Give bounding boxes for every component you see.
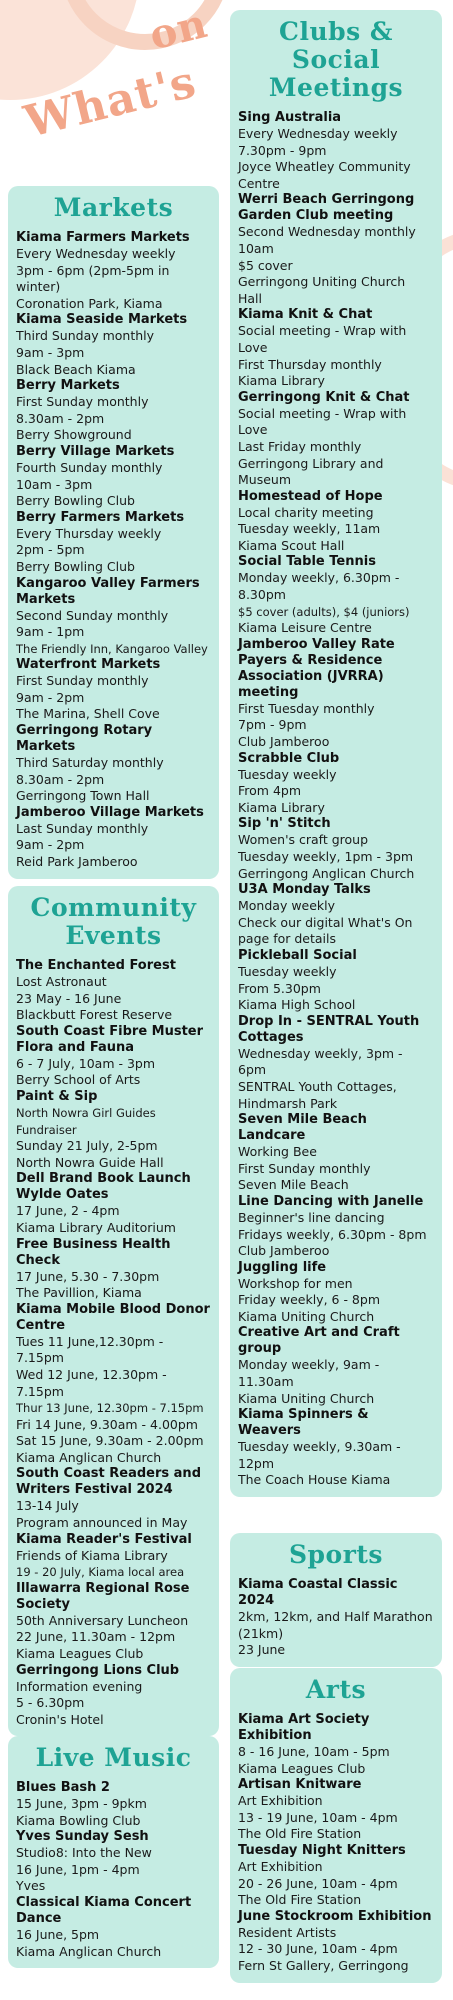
event-detail: Berry School of Arts (16, 1072, 141, 1088)
event-entry (16, 1089, 211, 1171)
event-entry (238, 1777, 434, 1843)
event-detail: Sat 15 June, 9.30am - 2.00pm (16, 1433, 204, 1449)
event-entry (16, 657, 211, 723)
event-detail: Sunday 21 July, 2-5pm (16, 1138, 158, 1154)
event-title: Free Business Health Check (16, 1236, 171, 1268)
event-title: June Stockroom Exhibition (238, 1908, 432, 1924)
event-title: Gerringong Rotary Markets (16, 723, 153, 755)
event-title: Kiama Reader's Festival (16, 1531, 192, 1547)
event-detail: Last Sunday monthly (16, 820, 149, 836)
event-entry (238, 1407, 434, 1489)
event-detail: Second Sunday monthly (16, 607, 169, 623)
event-detail: From 5.30pm (238, 980, 321, 996)
event-detail: 8.30am - 2pm (16, 410, 105, 426)
event-detail: Last Friday monthly (238, 438, 362, 454)
event-title: Kiama Art Society Exhibition (238, 1712, 370, 1743)
event-detail: 9am - 2pm (16, 689, 85, 705)
event-entry (16, 510, 211, 576)
event-detail: 9am - 3pm (16, 344, 85, 360)
event-entry (16, 1780, 211, 1829)
event-detail: $5 cover (238, 257, 293, 273)
event-detail: Berry Bowling Club (16, 558, 135, 574)
event-detail: Gerringong Uniting Church (238, 274, 406, 290)
event-detail: 16 June, 1pm - 4pm (16, 1861, 140, 1877)
event-detail: Lost Astronaut (16, 974, 107, 989)
event-title: Kiama Coastal Classic 2024 (238, 1577, 398, 1608)
event-detail: 2pm - 5pm (16, 542, 85, 558)
event-title: Seven Mile Beach Landcare (238, 1112, 367, 1144)
event-detail: Berry Bowling Club (16, 493, 135, 509)
event-entry (238, 1712, 434, 1777)
event-detail: The Old Fire Station (238, 1892, 362, 1908)
event-detail: Kiama Uniting Church (238, 1390, 375, 1406)
event-detail: 8 - 16 June, 10am - 5pm (238, 1744, 390, 1759)
event-title: South Coast Fibre Muster Flora and Fauna (16, 1023, 204, 1055)
event-entry (238, 1194, 434, 1260)
event-entry (238, 1260, 434, 1326)
event-detail: Social meeting - Wrap with (238, 405, 407, 421)
event-entry (16, 1895, 211, 1960)
arts-panel (230, 1668, 442, 1983)
event-title: The Enchanted Forest (16, 958, 176, 973)
event-detail: Every Wednesday weekly (238, 126, 398, 141)
event-title: Kiama Farmers Markets (16, 230, 190, 245)
event-detail: Information evening (16, 1678, 143, 1694)
event-detail: The Coach House Kiama (238, 1472, 391, 1488)
event-detail: Kiama Bowling Club (16, 1812, 141, 1828)
event-entry (16, 723, 211, 805)
event-detail: Kiama Anglican Church (16, 1449, 162, 1465)
event-detail: First Sunday monthly (16, 673, 149, 689)
event-detail: First Thursday monthly (238, 356, 382, 372)
event-detail: 23 May - 16 June (16, 990, 122, 1006)
event-detail: Kiama Uniting Church (238, 1308, 375, 1324)
entry-list (238, 110, 434, 1489)
event-detail: First Sunday monthly (238, 1160, 371, 1176)
event-detail: Check our digital What's On (238, 914, 413, 930)
event-entry (238, 192, 434, 307)
event-title: Creative Art and Craft group (238, 1325, 400, 1357)
event-detail: Berry Showground (16, 427, 132, 443)
event-title: Berry Village Markets (16, 443, 175, 459)
event-detail: First Sunday monthly (16, 394, 149, 410)
event-entry (238, 1909, 434, 1975)
event-entry (238, 882, 434, 948)
event-title: Kangaroo Valley Farmers Markets (16, 575, 200, 607)
event-detail: Resident Artists (238, 1924, 337, 1940)
event-detail: Wed 12 June, 12.30pm - 7.15pm (16, 1366, 167, 1399)
event-detail: Coronation Park, Kiama (16, 295, 163, 311)
event-entry (238, 751, 434, 817)
event-entry (16, 1663, 211, 1729)
event-title: Drop In - SENTRAL Youth Cottages (238, 1013, 420, 1045)
event-title: Line Dancing with Janelle (238, 1193, 424, 1209)
event-detail: Fern St Gallery, Gerringong (238, 1957, 409, 1973)
event-detail: (21km) (238, 1625, 284, 1641)
event-detail: 5 - 6.30pm (16, 1695, 85, 1711)
event-detail: Thur 13 June, 12.30pm - 7.15pm (16, 1401, 204, 1416)
event-detail: Yves (16, 1878, 46, 1894)
community-heading: Community Events (30, 893, 197, 950)
community-events-panel (8, 886, 219, 1736)
entry-list (16, 230, 211, 871)
event-detail: 12pm (238, 1455, 275, 1471)
event-detail: 20 - 26 June, 10am - 4pm (238, 1875, 398, 1891)
event-detail: 9am - 1pm (16, 624, 85, 640)
event-entry (238, 390, 434, 489)
entry-list (16, 958, 211, 1728)
event-detail: 7pm - 9pm (238, 717, 307, 733)
event-detail: Tuesday weekly, 11am (238, 521, 381, 537)
event-detail: 10am - 3pm (16, 476, 93, 492)
event-detail: Gerringong Library and (238, 455, 384, 471)
event-detail: 13 - 19 June, 10am - 4pm (238, 1809, 398, 1825)
markets-heading: Markets (53, 193, 174, 222)
event-detail: Centre (238, 175, 280, 191)
live-music-panel (8, 1736, 219, 1968)
event-entry (16, 1829, 211, 1895)
event-title: Gerringong Knit & Chat (238, 389, 410, 405)
event-title: Paint & Sip (16, 1088, 98, 1104)
event-detail: Love (238, 422, 268, 438)
entry-list (238, 1577, 434, 1659)
event-detail: Tuesday weekly, 1pm - 3pm (238, 849, 414, 864)
event-detail: 7.30pm - 9pm (238, 142, 327, 158)
event-detail: Art Exhibition (238, 1858, 323, 1874)
event-entry (16, 805, 211, 871)
event-detail: Second Wednesday monthly (238, 224, 416, 240)
event-title: Classical Kiama Concert Dance (16, 1894, 192, 1926)
event-detail: Seven Mile Beach (238, 1177, 349, 1193)
event-title: Jamberoo Valley Rate Payers & Residence Association (JVRRA) meeting (238, 636, 395, 700)
event-detail: Tuesday weekly (238, 766, 337, 782)
event-entry (16, 444, 211, 510)
event-entry (16, 958, 211, 1024)
event-detail: Fridays weekly, 6.30pm - 8pm (238, 1226, 427, 1242)
event-title: Kiama Mobile Blood Donor Centre (16, 1301, 210, 1333)
event-detail: Kiama Scout Hall (238, 537, 345, 553)
event-detail: 22 June, 11.30am - 12pm (16, 1629, 176, 1645)
logo-word-on: on (144, 0, 213, 60)
event-detail: 17 June, 5.30 - 7.30pm (16, 1268, 160, 1284)
event-detail: Tuesday weekly (238, 963, 337, 979)
event-entry (238, 1014, 434, 1112)
event-detail: Kiama Leagues Club (238, 1760, 366, 1776)
event-detail: 23 June (238, 1642, 286, 1658)
event-detail: Local charity meeting (238, 504, 374, 520)
event-detail: 3pm - 6pm (2pm-5pm in (16, 262, 170, 278)
event-detail: Club Jamberoo (238, 734, 330, 750)
event-detail: Women's craft group (238, 832, 369, 848)
event-detail: Black Beach Kiama (16, 361, 136, 377)
event-detail: Gerringong Town Hall (16, 788, 150, 804)
event-detail: 6pm (238, 1062, 267, 1078)
event-title: South Coast Readers and Writers Festival 2024 (16, 1466, 201, 1498)
markets-panel (8, 186, 219, 879)
event-entry (16, 1581, 211, 1663)
event-detail: North Nowra Guide Hall (16, 1154, 164, 1170)
event-entry (16, 1171, 211, 1236)
event-detail: 12 - 30 June, 10am - 4pm (238, 1941, 398, 1957)
event-entry (16, 1302, 211, 1467)
event-title: Blues Bash 2 (16, 1780, 110, 1795)
event-detail: 13-14 July (16, 1498, 79, 1514)
event-detail: Kiama Leagues Club (16, 1646, 144, 1662)
event-entry (16, 230, 211, 312)
event-detail: 16 June, 5pm (16, 1926, 100, 1942)
event-title: Scrabble Club (238, 750, 340, 766)
event-detail: The Marina, Shell Cove (16, 706, 160, 722)
event-detail: Kiama Library (238, 373, 325, 389)
event-detail: Monday weekly, 6.30pm - (238, 570, 400, 586)
event-entry (238, 1112, 434, 1194)
event-title: Artisan Knitware (238, 1777, 362, 1793)
event-detail: Kiama Leisure Centre (238, 620, 372, 636)
event-title: Gerringong Lions Club (16, 1662, 180, 1678)
event-detail: Art Exhibition (238, 1793, 323, 1809)
event-detail: Fri 14 June, 9.30am - 4.00pm (16, 1416, 198, 1432)
event-detail: 17 June, 2 - 4pm (16, 1203, 120, 1219)
event-detail: Reid Park Jamberoo (16, 854, 138, 870)
event-entry (238, 110, 434, 192)
event-entry (16, 576, 211, 658)
event-title: Werri Beach Gerringong Garden Club meeting (238, 192, 415, 224)
event-title: Berry Markets (16, 378, 120, 394)
event-detail: Kiama High School (238, 997, 356, 1013)
event-detail: Love (238, 339, 268, 355)
event-entry (238, 816, 434, 882)
event-title: Tuesday Night Knitters (238, 1842, 406, 1858)
event-entry (238, 948, 434, 1014)
event-detail: 8.30am - 2pm (16, 771, 105, 787)
event-title: Pickleball Social (238, 947, 357, 963)
event-detail: $5 cover (adults), $4 (juniors) (238, 604, 410, 619)
event-detail: The Pavillion, Kiama (16, 1285, 142, 1301)
live-music-heading: Live Music (35, 1743, 192, 1772)
event-detail: winter) (16, 279, 61, 295)
event-detail: North Nowra Girl Guides Fundraiser (16, 1105, 156, 1137)
event-detail: Cronin's Hotel (16, 1711, 104, 1727)
event-detail: Monday weekly, 9am - 11.30am (238, 1357, 380, 1390)
event-title: Illawarra Regional Rose Society (16, 1580, 190, 1612)
event-detail: Blackbutt Forest Reserve (16, 1007, 173, 1023)
event-title: Sip 'n' Stitch (238, 816, 331, 832)
event-detail: SENTRAL Youth Cottages, (238, 1078, 397, 1094)
event-detail: Hindmarsh Park (238, 1095, 338, 1111)
event-title: Jamberoo Village Markets (16, 804, 204, 820)
event-detail: Hall (238, 290, 263, 306)
event-detail: 19 - 20 July, Kiama local area (16, 1565, 185, 1580)
event-title: Kiama Seaside Markets (16, 312, 188, 328)
event-detail: From 4pm (238, 783, 302, 799)
event-detail: Monday weekly (238, 898, 336, 914)
event-detail: page for details (238, 931, 336, 947)
event-detail: Kiama Library Auditorium (16, 1219, 176, 1235)
event-title: Berry Farmers Markets (16, 509, 185, 525)
event-title: Kiama Knit & Chat (238, 307, 373, 323)
event-title: Kiama Spinners & Weavers (238, 1407, 369, 1439)
event-detail: Friends of Kiama Library (16, 1547, 168, 1563)
event-title: Homestead of Hope (238, 488, 383, 504)
event-detail: Third Saturday monthly (16, 755, 164, 771)
event-detail: Studio8: Into the New (16, 1845, 152, 1861)
event-title: Sing Australia (238, 110, 342, 125)
event-detail: Every Thursday weekly (16, 525, 162, 541)
event-detail: Third Sunday monthly (16, 328, 155, 344)
event-detail: Program announced in May (16, 1515, 188, 1531)
event-detail: Tues 11 June,12.30pm - 7.15pm (16, 1333, 164, 1366)
logo-word-whats: What's (19, 56, 202, 149)
event-detail: Wednesday weekly, 3pm - (238, 1045, 403, 1061)
event-detail: Club Jamberoo (238, 1243, 330, 1259)
event-detail: Joyce Wheatley Community (238, 159, 411, 175)
event-entry (238, 554, 434, 636)
sports-heading: Sports (288, 1540, 383, 1569)
event-detail: 2km, 12km, and Half Marathon (238, 1609, 433, 1624)
event-detail: Working Bee (238, 1144, 317, 1160)
event-detail: Social meeting - Wrap with (238, 323, 407, 339)
event-detail: Tuesday weekly, 9.30am - (238, 1439, 401, 1455)
entry-list (16, 1780, 211, 1960)
event-title: Social Table Tennis (238, 554, 376, 570)
clubs-heading: Clubs & Social Meetings (268, 17, 404, 102)
event-detail: Every Wednesday weekly (16, 246, 176, 261)
arts-heading: Arts (305, 1675, 367, 1704)
event-title: Yves Sunday Sesh (16, 1829, 149, 1845)
sports-panel (230, 1533, 442, 1667)
event-detail: Beginner's line dancing (238, 1209, 385, 1225)
event-detail: Kiama Anglican Church (16, 1943, 162, 1959)
event-detail: Kiama Library (238, 799, 325, 815)
event-detail: 6 - 7 July, 10am - 3pm (16, 1055, 156, 1071)
event-entry (16, 378, 211, 444)
event-entry (238, 1843, 434, 1909)
event-detail: The Old Fire Station (238, 1826, 362, 1842)
event-entry (238, 307, 434, 389)
event-detail: 50th Anniversary Luncheon (16, 1612, 189, 1628)
event-detail: Friday weekly, 6 - 8pm (238, 1292, 380, 1308)
event-entry (16, 1532, 211, 1581)
entry-list (238, 1712, 434, 1975)
event-detail: First Tuesday monthly (238, 700, 375, 716)
event-entry (238, 489, 434, 555)
event-entry (16, 1237, 211, 1302)
event-entry (238, 1325, 434, 1407)
event-detail: Workshop for men (238, 1275, 353, 1291)
event-entry (238, 637, 434, 751)
event-detail: Museum (238, 472, 292, 488)
event-detail: 8.30pm (238, 587, 286, 603)
event-title: Waterfront Markets (16, 657, 161, 673)
event-entry (16, 312, 211, 378)
event-entry (238, 1577, 434, 1659)
event-detail: 15 June, 3pm - 9pkm (16, 1796, 147, 1811)
event-detail: Fourth Sunday monthly (16, 459, 163, 475)
event-title: Dell Brand Book Launch Wylde Oates (16, 1171, 191, 1203)
event-title: U3A Monday Talks (238, 882, 371, 898)
event-detail: 9am - 2pm (16, 837, 85, 853)
event-entry (16, 1024, 211, 1089)
event-title: Juggling life (238, 1259, 327, 1275)
clubs-panel (230, 10, 442, 1497)
event-entry (16, 1466, 211, 1531)
event-detail: Gerringong Anglican Church (238, 865, 415, 881)
event-detail: 10am (238, 240, 274, 256)
event-detail: The Friendly Inn, Kangaroo Valley (16, 641, 208, 656)
